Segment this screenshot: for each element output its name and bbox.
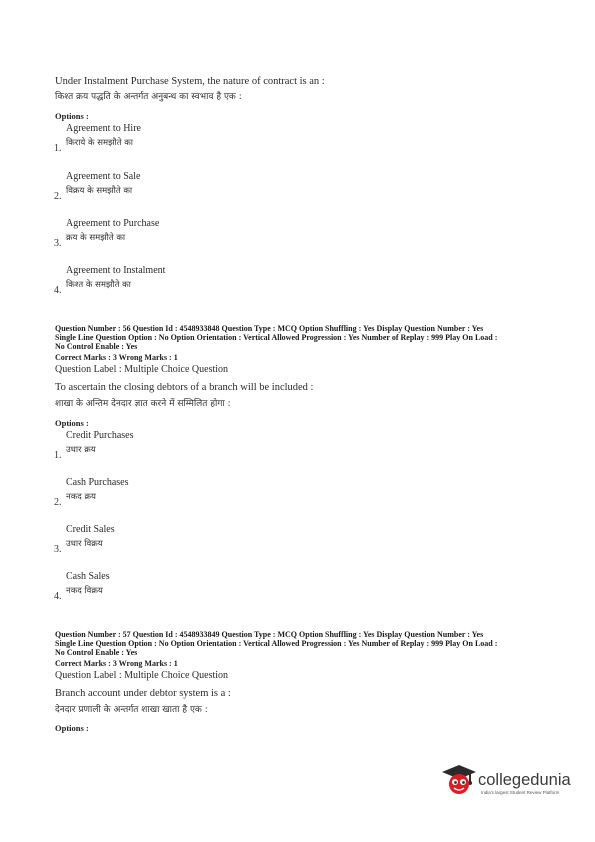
option-text-hi: नकद विक्रय bbox=[66, 586, 103, 596]
q57-question-label: Question Label : Multiple Choice Question bbox=[55, 670, 229, 681]
option-number: 2. bbox=[54, 497, 62, 508]
meta-line: No Control Enable : Yes bbox=[55, 342, 138, 351]
q55-question-hi: किश्त क्रय पद्धति के अन्तर्गत अनुबन्ध का स्वभाव है एक : bbox=[55, 92, 242, 102]
option-number: 4. bbox=[54, 285, 62, 296]
logo-tagline: India's largest Student Review Platform bbox=[481, 790, 560, 795]
option-number: 3. bbox=[54, 238, 62, 249]
q57-question-en: Branch account under debtor system is a : bbox=[55, 688, 231, 699]
option-text-hi: उधार क्रय bbox=[66, 445, 96, 455]
option-text-en: Credit Purchases bbox=[66, 430, 134, 441]
option-number: 4. bbox=[54, 591, 62, 602]
q55-options-heading: Options : bbox=[55, 111, 89, 121]
option-text-hi: किराये के समझौते का bbox=[66, 138, 134, 148]
q56-marks: Correct Marks : 3 Wrong Marks : 1 bbox=[55, 353, 178, 362]
meta-line: Question Number : 56 Question Id : 4548933848 Question Type : MCQ Option Shuffling : Yes Display Question Number : Yes bbox=[55, 324, 484, 333]
option-text-hi: नकद क्रय bbox=[66, 492, 96, 502]
q56-options-heading: Options : bbox=[55, 418, 89, 428]
option-number: 1. bbox=[54, 143, 62, 154]
option-number: 2. bbox=[54, 191, 62, 202]
meta-line: Single Line Question Option : No Option Orientation : Vertical Allowed Progression : Yes Number of Replay : 999 Play On Load : bbox=[55, 333, 498, 342]
option-number: 1. bbox=[54, 450, 62, 461]
option-text-en: Cash Purchases bbox=[66, 477, 129, 488]
meta-line: No Control Enable : Yes bbox=[55, 648, 138, 657]
q56-question-en: To ascertain the closing debtors of a branch will be included : bbox=[55, 382, 314, 393]
q57-marks: Correct Marks : 3 Wrong Marks : 1 bbox=[55, 659, 178, 668]
meta-line: Question Number : 57 Question Id : 4548933849 Question Type : MCQ Option Shuffling : Yes Display Question Number : Yes bbox=[55, 630, 484, 639]
option-number: 3. bbox=[54, 544, 62, 555]
option-text-hi: क्रय के समझौते का bbox=[66, 233, 126, 243]
q57-options-heading: Options : bbox=[55, 723, 89, 733]
option-text-hi: किश्त के समझौते का bbox=[66, 280, 131, 290]
q55-question-en: Under Instalment Purchase System, the nature of contract is an : bbox=[55, 76, 325, 87]
option-text-en: Cash Sales bbox=[66, 571, 110, 582]
option-text-en: Agreement to Instalment bbox=[66, 265, 166, 276]
q57-question-hi: देनदार प्रणाली के अन्तर्गत शाखा खाता है एक : bbox=[55, 705, 208, 715]
option-text-hi: उधार विक्रय bbox=[66, 539, 103, 549]
meta-line: Single Line Question Option : No Option Orientation : Vertical Allowed Progression : Yes Number of Replay : 999 Play On Load : bbox=[55, 639, 498, 648]
option-text-hi: विक्रय के समझौते का bbox=[66, 186, 133, 196]
option-text-en: Agreement to Sale bbox=[66, 171, 141, 182]
q56-question-label: Question Label : Multiple Choice Question bbox=[55, 364, 229, 375]
option-text-en: Credit Sales bbox=[66, 524, 115, 535]
q56-question-hi: शाखा के अन्तिम देनदार ज्ञात करने में सम्मिलित होगा : bbox=[55, 399, 231, 409]
collegedunia-logo-icon bbox=[438, 762, 480, 800]
option-text-en: Agreement to Hire bbox=[66, 123, 141, 134]
option-text-en: Agreement to Purchase bbox=[66, 218, 160, 229]
logo-wordmark: collegedunia bbox=[478, 771, 571, 789]
